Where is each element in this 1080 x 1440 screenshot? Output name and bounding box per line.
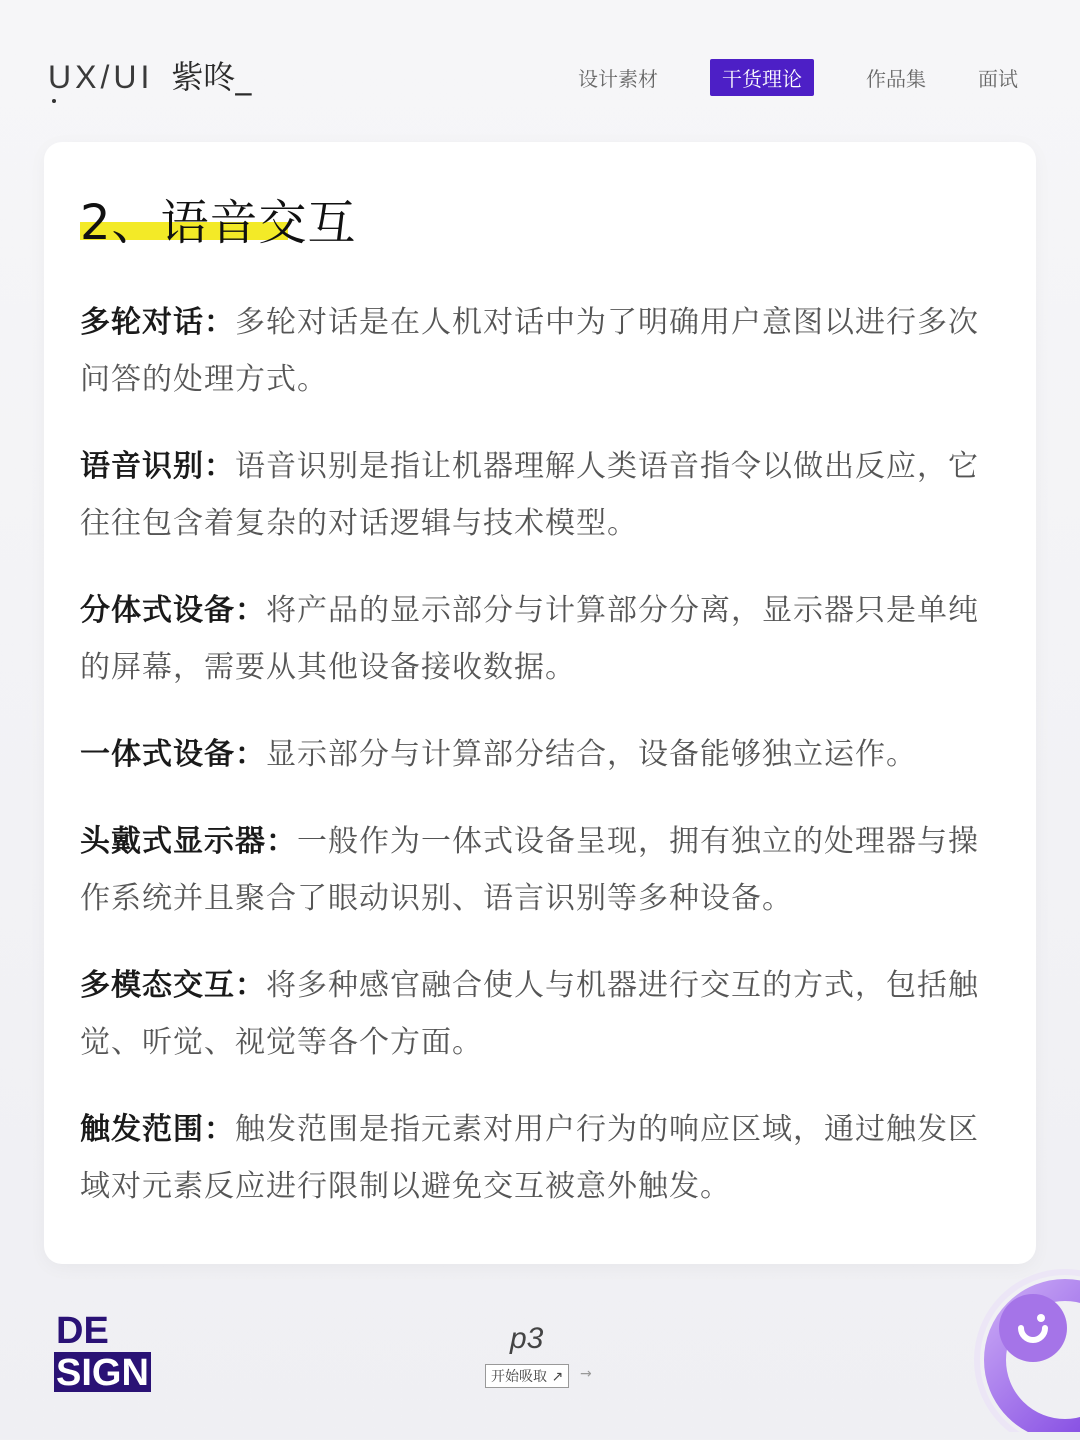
glossary-term: 头戴式显示器： [80,824,297,859]
top-nav [578,59,1018,96]
glossary-entry [80,813,1004,927]
glossary-definition: 多轮对话是在人机对话中为了明确用户意图以进行多次问答的处理方式。 [80,305,979,397]
glossary-term: 触发范围： [80,1112,235,1147]
brand-uxui [48,59,153,96]
glossary-definition: 显示部分与计算部分结合，设备能够独立运作。 [266,737,917,772]
glossary-entry [80,726,1004,783]
design-logo [54,1312,151,1392]
glossary-definition: 触发范围是指元素对用户行为的响应区域，通过触发区域对元素反应进行限制以避免交互被意外触发。 [80,1112,979,1204]
glossary-entry [80,957,1004,1071]
design-logo-line1: DE [56,1310,109,1352]
glossary-term: 语音识别： [80,449,235,484]
glossary-entry [80,438,1004,552]
brand [48,52,251,98]
arrow-right-icon: → [580,1366,592,1382]
glossary-term: 分体式设备： [80,593,266,628]
title-wrap [80,184,357,253]
content-card [44,142,1036,1264]
glossary-definition: 一般作为一体式设备呈现，拥有独立的处理器与操作系统并且聚合了眼动识别、语言识别等多种设备。 [80,824,979,916]
glossary-entry [80,1101,1004,1215]
glossary-term: 多模态交互： [80,968,266,1003]
glossary-definition: 将多种感官融合使人与机器进行交互的方式，包括触觉、听觉、视觉等各个方面。 [80,968,979,1060]
page-title: 2、语音交互 [80,195,357,251]
glossary-entry [80,294,1004,408]
glossary-list [80,264,1004,1238]
start-button[interactable]: 开始吸取 ↗ [485,1364,569,1388]
glossary-term: 多轮对话： [80,305,235,340]
brand-dot-icon [52,99,56,103]
brand-uxui-text: UX/UI [48,59,154,95]
glossary-entry [80,582,1004,696]
page-number: p3 [510,1322,544,1355]
nav-item-theory[interactable]: 干货理论 [710,59,814,96]
glossary-definition: 将产品的显示部分与计算部分分离，显示器只是单纯的屏幕，需要从其他设备接收数据。 [80,593,979,685]
nav-item-portfolio[interactable]: 作品集 [866,67,926,91]
glossary-term: 一体式设备： [80,737,266,772]
glossary-definition: 语音识别是指让机器理解人类语音指令以做出反应，它往往包含着复杂的对话逻辑与技术模型。 [80,449,979,541]
brand-name: 紫咚_ [171,58,252,96]
nav-item-interview[interactable]: 面试 [978,67,1018,91]
design-logo-line2: SIGN [56,1352,149,1394]
decorative-ring-icon [955,1262,1080,1432]
nav-item-design-materials[interactable]: 设计素材 [578,67,658,91]
